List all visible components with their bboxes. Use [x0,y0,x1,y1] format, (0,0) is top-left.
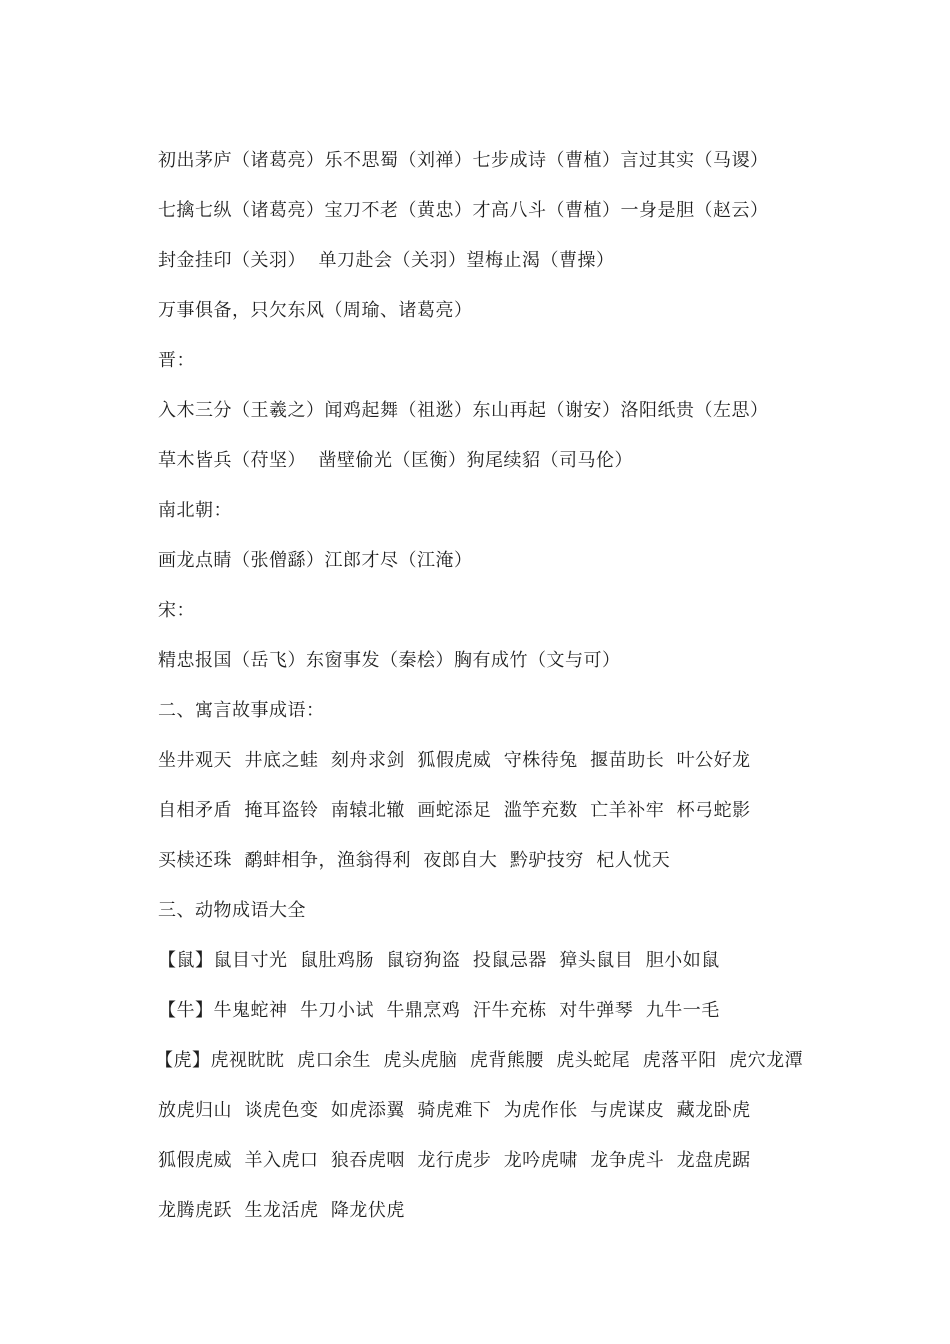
text-line: 初出茅庐（诸葛亮）乐不思蜀（刘禅）七步成诗（曹植）言过其实（马谡） [158,150,769,171]
text-line: 入木三分（王羲之）闻鸡起舞（祖逖）东山再起（谢安）洛阳纸贵（左思） [158,400,769,421]
text-line: 草木皆兵（苻坚） 凿壁偷光（匡衡）狗尾续貂（司马伦） [158,450,633,471]
text-line: 狐假虎威 羊入虎口 狼吞虎咽 龙行虎步 龙吟虎啸 龙争虎斗 龙盘虎踞 [158,1150,751,1171]
text-line: 万事俱备，只欠东风（周瑜、诸葛亮） [158,300,473,321]
text-line: 封金挂印（关羽） 单刀赴会（关羽）望梅止渴（曹操） [158,250,615,271]
text-line: 【鼠】鼠目寸光 鼠肚鸡肠 鼠窃狗盗 投鼠忌器 獐头鼠目 胆小如鼠 [158,950,720,971]
text-line: 七擒七纵（诸葛亮）宝刀不老（黄忠）才高八斗（曹植）一身是胆（赵云） [158,200,769,221]
text-line: 【牛】牛鬼蛇神 牛刀小试 牛鼎烹鸡 汗牛充栋 对牛弹琴 九牛一毛 [158,1000,720,1021]
section-heading: 晋： [158,350,195,371]
section-heading: 三、动物成语大全 [158,900,306,921]
text-line: 龙腾虎跃 生龙活虎 降龙伏虎 [158,1200,405,1221]
section-heading: 二、寓言故事成语： [158,700,325,721]
text-line: 【虎】虎视眈眈 虎口余生 虎头虎脑 虎背熊腰 虎头蛇尾 虎落平阳 虎穴龙潭 [155,1050,804,1071]
section-heading: 南北朝： [158,500,232,521]
text-line: 精忠报国（岳飞）东窗事发（秦桧）胸有成竹（文与可） [158,650,621,671]
text-line: 买椟还珠 鹬蚌相争，渔翁得利 夜郎自大 黔驴技穷 杞人忧天 [158,850,671,871]
text-line: 坐井观天 井底之蛙 刻舟求剑 狐假虎威 守株待兔 揠苗助长 叶公好龙 [158,750,751,771]
text-line: 自相矛盾 掩耳盗铃 南辕北辙 画蛇添足 滥竽充数 亡羊补牢 杯弓蛇影 [158,800,751,821]
document-body [155,146,918,1246]
section-heading: 宋： [158,600,195,621]
text-line: 放虎归山 谈虎色变 如虎添翼 骑虎难下 为虎作伥 与虎谋皮 藏龙卧虎 [158,1100,751,1121]
text-line: 画龙点睛（张僧繇）江郎才尽（江淹） [158,550,473,571]
